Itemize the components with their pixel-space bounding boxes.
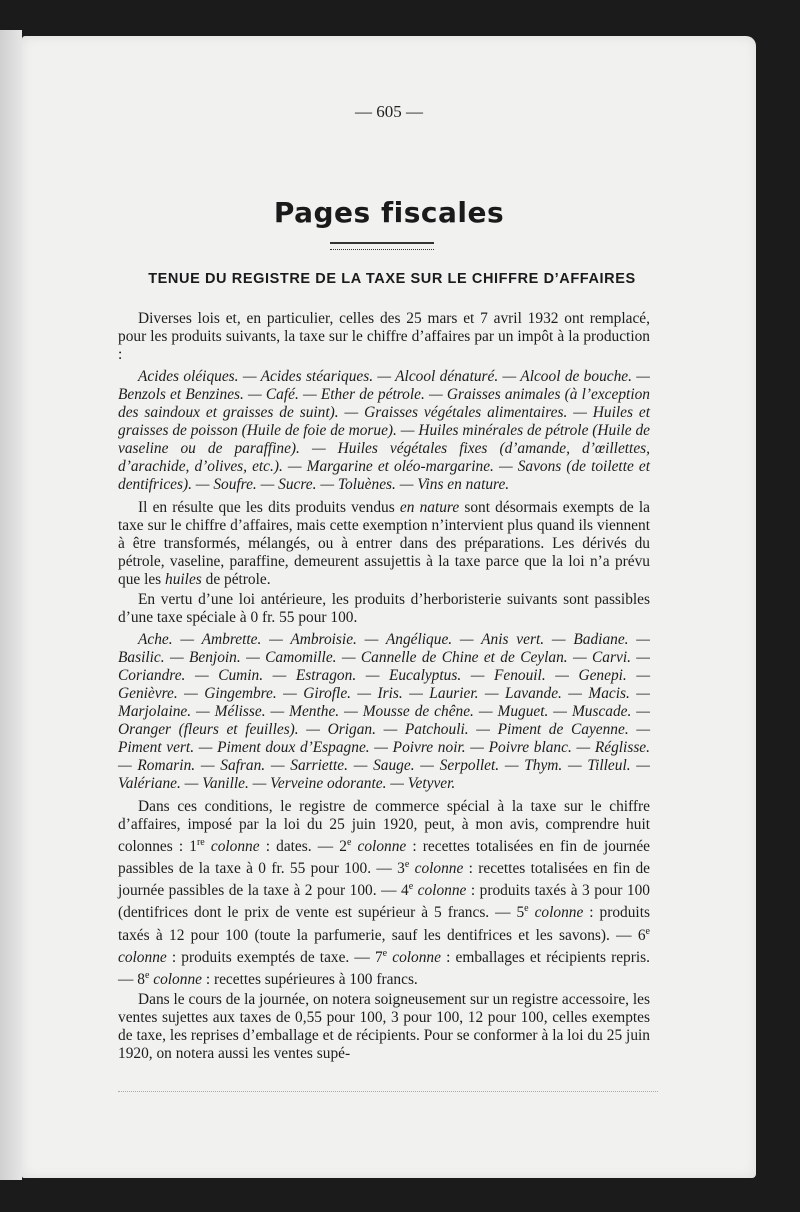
emphasis-text: colonne: [414, 860, 464, 878]
ordinal-suffix: re: [196, 837, 205, 848]
product-list-exempt: Acides oléiques. — Acides stéariques. — Alcool dénaturé. — Alcool de bouche. — Benzols et Benzines. — Café. — Ether de pétrole. — Graisses animales (à l’exception des saindoux et graisses de suint). — Graisses végétales alimentaires. — Huiles et graisses de poisson (Huile de foie de morue). — Huiles minérales de pétrole (Huile de vaseline ou de paraffine). — Huiles végétales fixes (d’amande, d’œillettes, d’arachide, d’olives, etc.). — Margarine et oléo-margarine. — Savons (de toilette et dentifrices). — Soufre. — Sucre. — Toluènes. — Vins en nature.: [118, 368, 650, 493]
text-run: : recettes totalisées en fin de journée passibles de la taxe à 0 fr. 55 pour 100. — 3: [118, 838, 650, 878]
text-run: : recettes totalisées en fin de journée passibles de la taxe à 2 pour 100. — 4: [118, 860, 650, 900]
text-run: : dates. — 2: [259, 838, 347, 856]
title-divider: [330, 242, 434, 250]
product-list-herbal: Ache. — Ambrette. — Ambroisie. — Angélique. — Anis vert. — Badiane. — Basilic. — Benjoin. — Camomille. — Cannelle de Chine et de Ceylan. — Carvi. — Coriandre. — Cumin. — Estragon. — Eucalyptus. — Fenouil. — Genepi. — Genièvre. — Gingembre. — Girofle. — Iris. — Laurier. — Lavande. — Macis. — Marjolaine. — Mélisse. — Menthe. — Mousse de chêne. — Muguet. — Muscade. — Oranger (fleurs et feuilles). — Origan. — Patchouli. — Piment de Cayenne. — Piment vert. — Piment doux d’Espagne. — Poivre noir. — Poivre blanc. — Réglisse. — Romarin. — Safran. — Sarriette. — Sauge. — Serpollet. — Thym. — Tilleul. — Valériane. — Vanille. — Verveine odorante. — Vetyver.: [118, 631, 650, 792]
emphasis-text: colonne: [118, 948, 167, 966]
text-run: : recettes supérieures à 100 francs.: [201, 970, 418, 988]
emphasis-text: colonne: [153, 970, 202, 988]
ordinal-suffix: e: [144, 969, 150, 981]
emphasis-text: colonne: [392, 948, 441, 966]
text-run: : produits taxés à 12 pour 100 (toute la parfumerie, sauf les dentifrices et les savons). — 6: [118, 904, 650, 944]
ordinal-suffix: e: [346, 837, 352, 848]
page-number: — 605 —: [355, 102, 423, 121]
paragraph-herbal-tax: En vertu d’une loi antérieure, les produits d’herboristerie suivants sont passibles d’une taxe spéciale à 0 fr. 55 pour 100.: [118, 591, 650, 626]
page-title: Pages fiscales: [273, 196, 505, 229]
text-run: : produits taxés à 3 pour 100 (dentifrices dont le prix de vente est supérieur à 5 francs. — 5: [118, 882, 650, 922]
text-run: : emballages et récipients repris. — 8: [118, 948, 650, 988]
footer-divider: [118, 1091, 658, 1092]
adjacent-page-edge: [0, 30, 22, 1180]
paragraph-register-columns: [118, 798, 650, 989]
emphasis-text: colonne: [357, 838, 407, 856]
body-text: [118, 310, 650, 1065]
ordinal-suffix: e: [404, 859, 410, 871]
text-run: sont désormais exempts de la taxe sur le chiffre d’affaires, mais cette exemption n’intervient plus quand ils viennent à être transformés, mélangés, ou à entrer dans des préparations. Les dérivés du pétrole, vaseline, paraffine, demeurent assujettis à la taxe parce que la loi n’a prévu que les: [118, 499, 650, 588]
section-heading: TENUE DU REGISTRE DE LA TAXE SUR LE CHIFFRE D’AFFAIRES: [148, 271, 636, 287]
text-run: Il en résulte que les dits produits vendus: [138, 499, 400, 516]
ordinal-suffix: e: [645, 925, 650, 937]
emphasis-text: huiles: [165, 571, 202, 588]
emphasis-text: colonne: [534, 904, 584, 922]
document-page: [22, 36, 756, 1178]
emphasis-text: colonne: [210, 838, 260, 856]
ordinal-suffix: e: [408, 881, 414, 893]
emphasis-text: en nature: [399, 499, 460, 516]
ordinal-suffix: e: [382, 947, 388, 959]
ordinal-suffix: e: [524, 903, 529, 915]
paragraph-intro: Diverses lois et, en particulier, celles des 25 mars et 7 avril 1932 ont remplacé, pour les produits suivants, la taxe sur le chiffre d’affaires par un impôt à la production :: [118, 310, 650, 363]
text-run: : produits exemptés de taxe. — 7: [166, 948, 383, 966]
text-run: Dans ces conditions, le registre de commerce spécial à la taxe sur le chiffre d’affaires, imposé par la loi du 25 juin 1920, peut, à mon avis, comprendre huit colonnes : 1: [118, 798, 650, 856]
paragraph-consequence: [118, 499, 650, 589]
text-run: de pétrole.: [201, 571, 271, 588]
emphasis-text: colonne: [417, 882, 467, 900]
paragraph-daily-notes: Dans le cours de la journée, on notera soigneusement sur un registre accessoire, les ventes sujettes aux taxes de 0,55 pour 100, 3 pour 100, 12 pour 100, celles exemptes de taxe, les reprises d’emballage et de récipients. Pour se conformer à la loi du 25 juin 1920, on notera aussi les ventes supé-: [118, 990, 650, 1062]
